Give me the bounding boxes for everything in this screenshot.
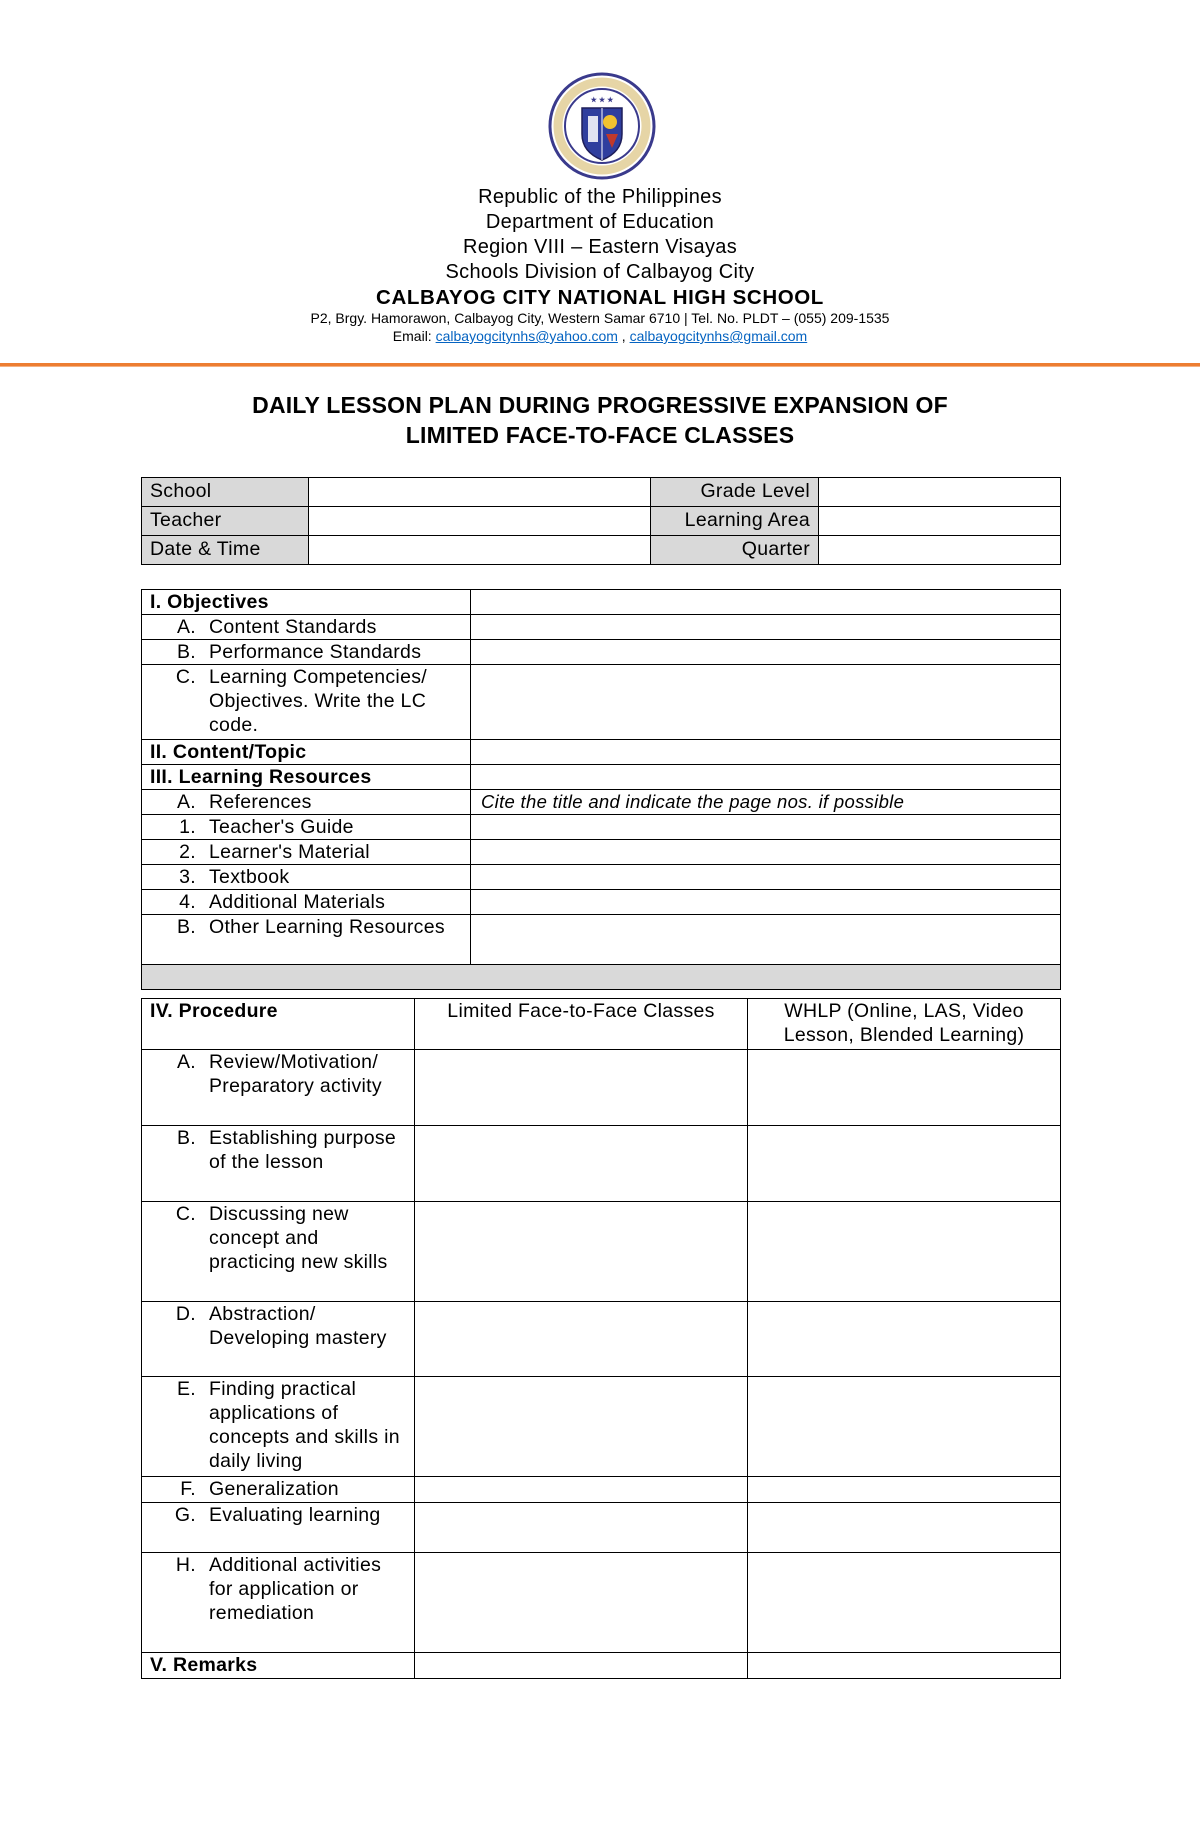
deped-seal-logo (548, 72, 656, 180)
item-letter: B. (176, 916, 196, 938)
references-note[interactable]: Cite the title and indicate the page nos. if possible (471, 790, 1061, 815)
item-text: Finding practical applications of concepts and skills in daily living (209, 1378, 400, 1472)
procedure-item (142, 1477, 415, 1503)
item-text: Textbook (209, 866, 290, 888)
field-objectives[interactable] (471, 590, 1061, 615)
procedure-table (141, 998, 1061, 1679)
item-text: Generalization (209, 1478, 339, 1500)
item-number: 1. (179, 816, 196, 838)
item-letter: H. (175, 1554, 196, 1576)
field-learning-competencies[interactable] (471, 665, 1061, 740)
field-content-standards[interactable] (471, 615, 1061, 640)
item-letter: B. (176, 641, 196, 663)
field-other-learning-resources[interactable] (471, 915, 1061, 965)
email-separator: , (617, 328, 630, 344)
item-letter: B. (176, 1127, 196, 1149)
item-letter: C. (175, 1203, 196, 1225)
field-teacher[interactable] (309, 507, 651, 536)
field-content-topic[interactable] (471, 740, 1061, 765)
field-learning-area[interactable] (819, 507, 1061, 536)
item-text: References (209, 791, 312, 813)
email-label: Email: (392, 328, 436, 344)
item-text: Learning Competencies/ Objectives. Write the LC code. (209, 666, 427, 736)
field-whlp[interactable] (748, 1126, 1061, 1202)
field-grade-level[interactable] (819, 478, 1061, 507)
procedure-item (142, 1202, 415, 1302)
field-whlp[interactable] (748, 1050, 1061, 1126)
field-school[interactable] (309, 478, 651, 507)
row-other-learning-resources (142, 915, 471, 965)
row-teachers-guide (142, 815, 471, 840)
svg-text:★ ★ ★: ★ ★ ★ (590, 97, 614, 104)
field-whlp[interactable] (748, 1377, 1061, 1477)
section-content-topic: II. Content/Topic (142, 740, 471, 765)
item-letter: E. (176, 1378, 196, 1400)
field-learning-resources[interactable] (471, 765, 1061, 790)
col-header-f2f: Limited Face-to-Face Classes (415, 999, 748, 1050)
item-text: Content Standards (209, 616, 377, 638)
section-procedure: IV. Procedure (142, 999, 415, 1050)
info-table (141, 477, 1061, 565)
item-text: Evaluating learning (209, 1504, 381, 1526)
email-link-gmail[interactable]: calbayogcitynhs@gmail.com (629, 328, 808, 344)
item-number: 3. (179, 866, 196, 888)
item-letter: F. (180, 1478, 196, 1500)
section-objectives: I. Objectives (142, 590, 471, 615)
label-quarter: Quarter (651, 536, 819, 565)
label-learning-area: Learning Area (651, 507, 819, 536)
field-remarks-f2f[interactable] (415, 1653, 748, 1679)
header-division: Schools Division of Calbayog City (445, 261, 755, 283)
field-f2f[interactable] (415, 1202, 748, 1302)
procedure-item (142, 1302, 415, 1377)
item-letter: C. (175, 666, 196, 688)
field-remarks-whlp[interactable] (748, 1653, 1061, 1679)
email-link-yahoo[interactable]: calbayogcitynhs@yahoo.com (435, 328, 618, 344)
field-textbook[interactable] (471, 865, 1061, 890)
item-text: Other Learning Resources (209, 916, 445, 938)
item-letter: G. (174, 1504, 196, 1526)
item-letter: D. (175, 1303, 196, 1325)
item-letter: A. (176, 791, 196, 813)
item-text: Teacher's Guide (209, 816, 354, 838)
field-f2f[interactable] (415, 1050, 748, 1126)
item-text: Abstraction/ Developing mastery (209, 1303, 387, 1349)
row-performance-standards (142, 640, 471, 665)
field-date-time[interactable] (309, 536, 651, 565)
row-learning-competencies (142, 665, 471, 740)
row-additional-materials (142, 890, 471, 915)
header-email-line (0, 328, 1200, 344)
field-f2f[interactable] (415, 1302, 748, 1377)
field-f2f[interactable] (415, 1126, 748, 1202)
col-header-whlp: WHLP (Online, LAS, Video Lesson, Blended Learning) (748, 999, 1061, 1050)
procedure-item (142, 1126, 415, 1202)
header-department: Department of Education (485, 211, 715, 233)
document-title-line1: DAILY LESSON PLAN DURING PROGRESSIVE EXPANSION OF (252, 392, 948, 418)
field-f2f[interactable] (415, 1477, 748, 1503)
procedure-item (142, 1377, 415, 1477)
item-text: Additional activities for application or remediation (209, 1554, 382, 1624)
label-teacher: Teacher (142, 507, 309, 536)
item-number: 2. (179, 841, 196, 863)
field-teachers-guide[interactable] (471, 815, 1061, 840)
procedure-item (142, 1050, 415, 1126)
header-school-name: CALBAYOG CITY NATIONAL HIGH SCHOOL (376, 286, 824, 309)
item-letter: A. (176, 616, 196, 638)
procedure-item (142, 1553, 415, 1653)
row-textbook (142, 865, 471, 890)
field-whlp[interactable] (748, 1477, 1061, 1503)
header-republic: Republic of the Philippines (478, 186, 722, 208)
section-learning-resources: III. Learning Resources (142, 765, 471, 790)
field-performance-standards[interactable] (471, 640, 1061, 665)
plan-table (141, 589, 1061, 990)
label-date-time: Date & Time (142, 536, 309, 565)
item-number: 4. (179, 891, 196, 913)
item-text: Performance Standards (209, 641, 422, 663)
field-f2f[interactable] (415, 1503, 748, 1553)
item-text: Discussing new concept and practicing new skills (209, 1203, 388, 1273)
procedure-item (142, 1503, 415, 1553)
item-text: Establishing purpose of the lesson (209, 1127, 397, 1173)
row-references (142, 790, 471, 815)
item-text: Review/Motivation/ Preparatory activity (209, 1051, 382, 1097)
field-whlp[interactable] (748, 1503, 1061, 1553)
header-address: P2, Brgy. Hamorawon, Calbayog City, Western Samar 6710 | Tel. No. PLDT – (055) 209-1535 (310, 310, 890, 326)
field-quarter[interactable] (819, 536, 1061, 565)
section-remarks: V. Remarks (142, 1653, 415, 1679)
row-learners-material (142, 840, 471, 865)
row-content-standards (142, 615, 471, 640)
field-f2f[interactable] (415, 1377, 748, 1477)
field-learners-material[interactable] (471, 840, 1061, 865)
item-text: Learner's Material (209, 841, 370, 863)
item-letter: A. (176, 1051, 196, 1073)
field-whlp[interactable] (748, 1202, 1061, 1302)
separator-row (142, 965, 1061, 990)
label-grade-level: Grade Level (651, 478, 819, 507)
field-additional-materials[interactable] (471, 890, 1061, 915)
field-whlp[interactable] (748, 1553, 1061, 1653)
item-text: Additional Materials (209, 891, 386, 913)
label-school: School (142, 478, 309, 507)
field-whlp[interactable] (748, 1302, 1061, 1377)
document-title-line2: LIMITED FACE-TO-FACE CLASSES (405, 422, 795, 448)
header-region: Region VIII – Eastern Visayas (462, 236, 738, 258)
header-divider-shadow (0, 366, 1200, 367)
field-f2f[interactable] (415, 1553, 748, 1653)
